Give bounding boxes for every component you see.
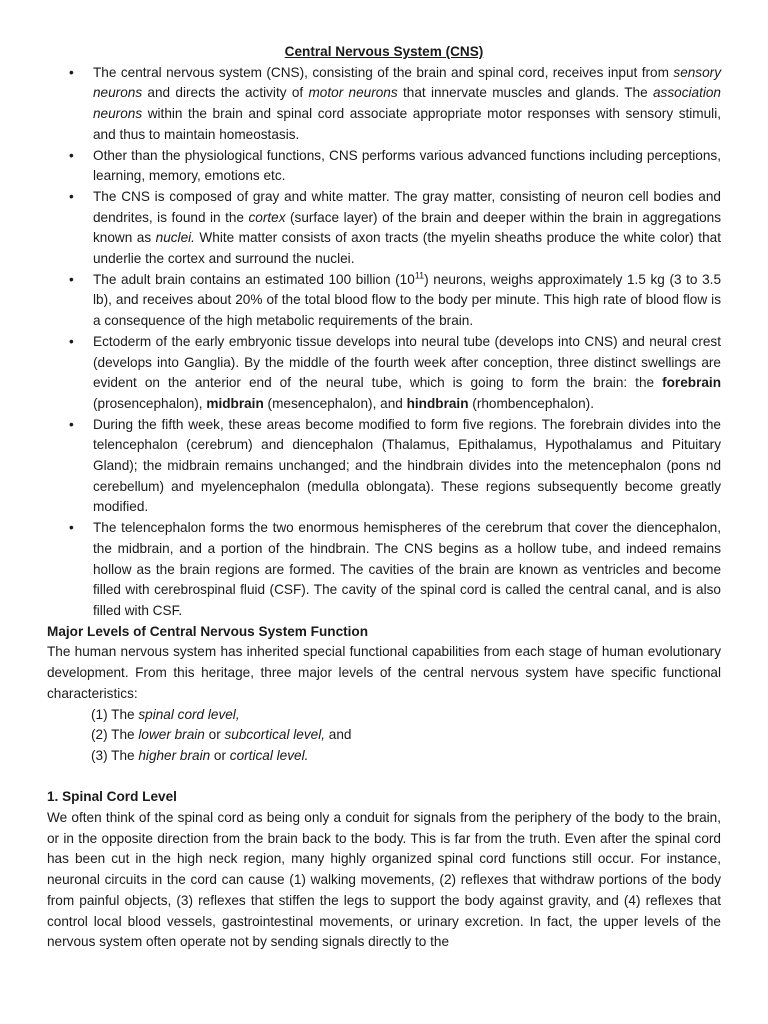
cns-bullet-list (47, 63, 721, 622)
bold-term: forebrain (662, 375, 721, 391)
level-item: (2) The lower brain or subcortical level, and (91, 727, 352, 743)
major-levels-intro: The human nervous system has inherited special functional capabilities from each stage of human evolutionary development. From this heritage, three major levels of the central nervous system have specific functional characteristics: (47, 644, 721, 701)
bullet-item: • During the fifth week, these areas become modified to form five regions. The forebrain divides into the telencephalon (cerebrum) and diencephalon (Thalamus, Epithalamus, Hypothalamus and Pituitary Gland); the midbrain remains unchanged; and the hindbrain divides into the metencephalon (pons nd cerebellum) and myelencephalon (medulla oblongata). These regions subsequently become greatly modified. (47, 415, 721, 519)
bullet-item: • Ectoderm of the early embryonic tissue develops into neural tube (develops into CNS) and neural crest (develops into Ganglia). By the middle of the fourth week after conception, three distinct swellings are evident on the anterior end of the neural tube, which is going to form the brain: the forebrain (prosencephalon), midbrain (mesencephalon), and hindbrain (rhombencephalon). (47, 332, 721, 415)
italic-term: sensory neurons (93, 64, 721, 101)
bullet-item: • The central nervous system (CNS), consisting of the brain and spinal cord, receives input from sensory neurons and directs the activity of motor neurons that innervate muscles and glands. The association neurons within the brain and spinal cord associate appropriate motor responses with sensory stimuli, and thus to maintain homeostasis. (47, 63, 721, 146)
bullet-item: • The adult brain contains an estimated 100 billion $(10^{11})$ neurons, weighs approximately 1.5 kg (3 to 3.5 lb), and receives about 20% of the total blood flow to the body per minute. This high rate of blood flow is a consequence of the high metabolic requirements of the brain. (47, 270, 721, 332)
italic-term: lower brain (138, 727, 205, 743)
italic-term: nuclei. (155, 230, 195, 246)
superscript: 11 (414, 270, 425, 281)
section-heading-major-levels: Major Levels of Central Nervous System Function (47, 623, 369, 639)
italic-term: spinal cord level, (138, 706, 240, 722)
bullet-item: • The CNS is composed of gray and white matter. The gray matter, consisting of neuron cell bodies and dendrites, is found in the cortex (surface layer) of the brain and deeper within the brain in aggregations known as nuclei. White matter consists of axon tracts (the myelin sheaths produce the white color) that underlie the cortex and surround the nuclei. (47, 187, 721, 270)
level-item: (1) The spinal cord level, (91, 706, 240, 722)
section-heading-spinal-cord: 1. Spinal Cord Level (47, 789, 177, 805)
italic-term: higher brain (138, 747, 211, 763)
document-title: Central Nervous System (CNS) (284, 44, 484, 59)
italic-term: motor neurons (308, 85, 398, 101)
bullet-item: • Other than the physiological functions, CNS performs various advanced functions including perceptions, learning, memory, emotions etc. (47, 146, 721, 187)
bold-term: midbrain (206, 395, 264, 411)
spacer (47, 767, 721, 788)
italic-term: subcortical level, (224, 727, 325, 743)
bullet-item: • The telencephalon forms the two enormous hemispheres of the cerebrum that cover the diencephalon, the midbrain, and a portion of the hindbrain. The CNS begins as a hollow tube, and indeed remains hollow as the brain regions are formed. The cavities of the brain are known as ventricles and become filled with cerebrospinal fluid (CSF). The cavity of the spinal cord is called the central canal, and is also filled with CSF. (47, 518, 721, 622)
document-page (47, 42, 721, 953)
spinal-cord-body: We often think of the spinal cord as being only a conduit for signals from the periphery of the body to the brain, or in the opposite direction from the brain back to the body. This is far from the truth. Even after the spinal cord has been cut in the high neck region, many highly organized spinal cord functions still occur. For instance, neuronal circuits in the cord can cause (1) walking movements, (2) reflexes that withdraw portions of the body from painful objects, (3) reflexes that stiffen the legs to support the body against gravity, and (4) reflexes that control local blood vessels, gastrointestinal movements, or urinary excretion. In fact, the upper levels of the nervous system often operate not by sending signals directly to the (47, 810, 721, 950)
levels-list (47, 705, 721, 767)
italic-term: cortical level. (229, 747, 309, 763)
bold-term: hindbrain (406, 395, 469, 411)
level-item: (3) The higher brain or cortical level. (91, 747, 309, 763)
italic-term: association neurons (93, 85, 721, 122)
italic-term: cortex (248, 209, 286, 225)
